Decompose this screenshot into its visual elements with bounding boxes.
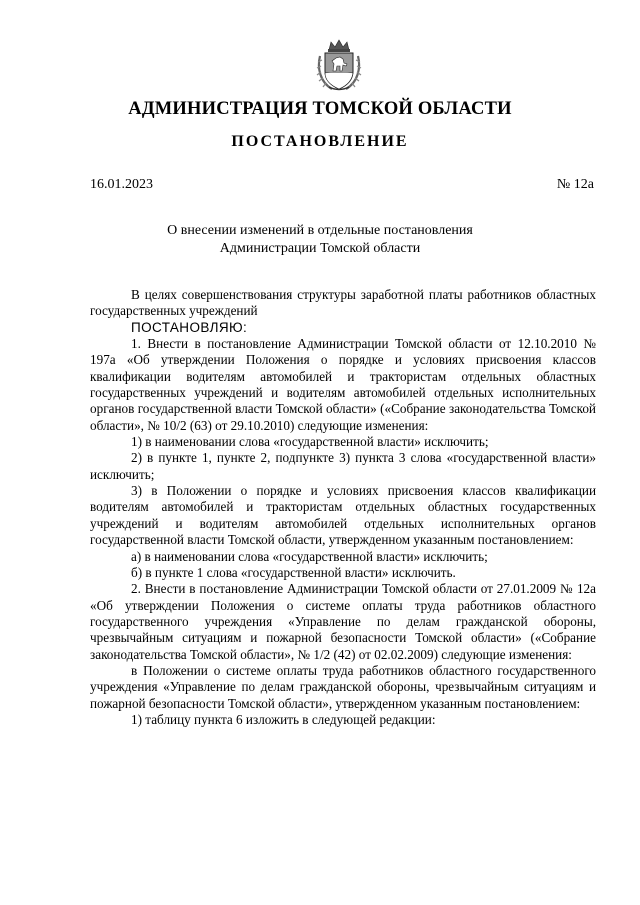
paragraph: 1. Внести в постановление Администрации Томской области от 12.10.2010 № 197а «Об утверждении Положения о порядке и условиях присвоения классов квалификации водителям автомобилей и трактористам отдельных областных государственных учреждений и водителям автомобилей отдельных исполнительных органов государственной власти Томской области» («Собрание законодательства Томской области», № 10/2 (63) от 29.10.2010) следующие изменения: [90,336,596,433]
paragraph: 1) таблицу пункта 6 изложить в следующей редакции: [131,711,436,727]
document-type: ПОСТАНОВЛЕНИЕ [231,133,409,150]
paragraph: 3) в Положении о порядке и условиях присвоения классов квалификации водителям автомобилей и трактористам отдельных областных государственных учреждений и водителям автомобилей отдельных исполнительных органов государственной власти Томской области, утвержденном указанным постановлением: [90,483,596,548]
document-date: 16.01.2023 [90,177,153,192]
paragraph-intro: В целях совершенствования структуры заработной платы работников областных государственных учреждений [90,287,596,319]
document-body [90,287,596,728]
paragraph: а) в наименовании слова «государственной власти» исключить; [131,548,488,564]
paragraph: в Положении о системе оплаты труда работников областного государственного учреждения «Управление по делам гражданской обороны, чрезвычайным ситуациям и пожарной безопасности Томской области», утвержденном указанным постановлением: [90,662,596,711]
paragraph: 2) в пункте 1, пункте 2, подпункте 3) пункта 3 слова «государственной власти» исключить; [90,450,596,482]
organization-title: АДМИНИСТРАЦИЯ ТОМСКОЙ ОБЛАСТИ [128,99,512,119]
paragraph: 2. Внести в постановление Администрации Томской области от 27.01.2009 № 12а «Об утверждении Положения о системе оплаты труда работников областного государственного учреждения «Управление по делам гражданской обороны, чрезвычайным ситуациям и пожарной безопасности Томской области» («Собрание законодательства Томской области», № 1/2 (42) от 02.02.2009) следующие изменения: [90,581,596,662]
tomsk-oblast-coat-of-arms-icon [316,38,362,92]
subject-line: О внесении изменений в отдельные постановления [167,223,473,238]
document-number: № 12а [556,177,594,192]
subject-line: Администрации Томской области [219,241,421,256]
document-subject [0,222,640,258]
paragraph: 1) в наименовании слова «государственной власти» исключить; [131,434,489,450]
decree-heading: ПОСТАНОВЛЯЮ: [131,319,248,335]
paragraph: б) в пункте 1 слова «государственной власти» исключить. [131,564,456,580]
